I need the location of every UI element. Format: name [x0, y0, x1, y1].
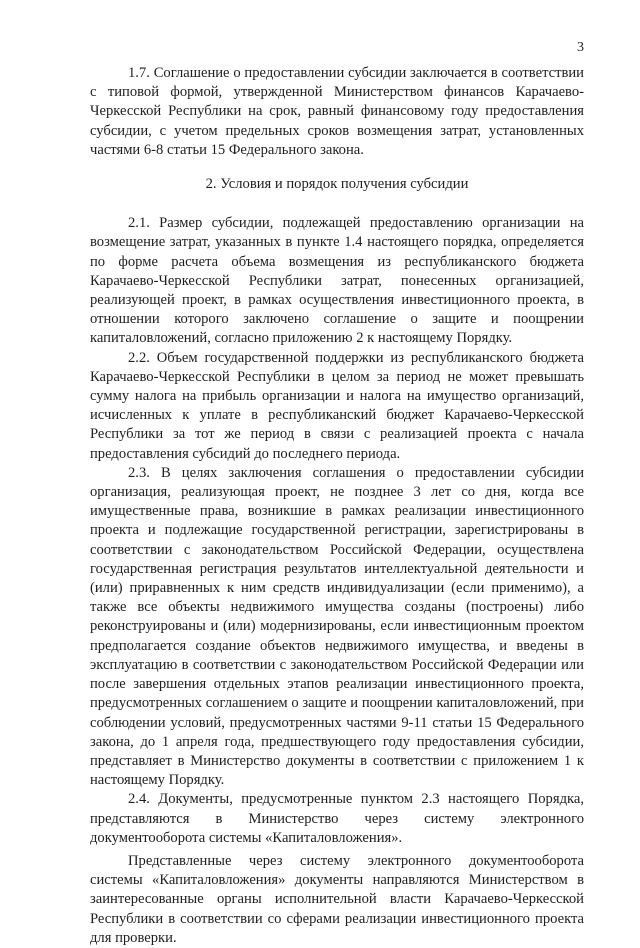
page-number: 3 [577, 40, 584, 55]
document-body [90, 64, 584, 948]
paragraph-2-4: 2.4. Документы, предусмотренные пунктом 2.3 настоящего Порядка, представляются в Министерство через систему электронного документооборота системы «Капиталовложения». [90, 791, 584, 846]
paragraph-2-1: 2.1. Размер субсидии, подлежащей предоставлению организации на возмещение затрат, указанных в пункте 1.4 настоящего порядка, определяется по форме расчета объема возмещения из республиканского бюджета Карачаево-Черкесской Республики затрат, понесенных организацией, реализующей проект, в рамках осуществления инвестиционного проекта, в отношении которого заключено соглашение о защите и поощрении капиталовложений, согласно приложению 2 к настоящему Порядку. [90, 215, 584, 347]
paragraph-after-2-4: Представленные через систему электронного документооборота системы «Капиталовложения» документы направляются Министерством в заинтересованные органы исполнительной власти Карачаево-Черкесской Республики в соответствии со сферами реализации инвестиционного проекта для проверки. [90, 852, 584, 946]
paragraph-1-7: 1.7. Соглашение о предоставлении субсидии заключается в соответствии с типовой формой, утвержденной Министерством финансов Карачаево-Черкесской Республики на срок, равный финансовому году предоставления субсидии, с учетом предельных сроков возмещения затрат, установленных частями 6-8 статьи 15 Федерального закона. [90, 65, 584, 158]
paragraph-2-2: 2.2. Объем государственной поддержки из республиканского бюджета Карачаево-Черкесской Республики в целом за период не может превышать сумму налога на прибыль организации и налога на имущество организаций, исчисленных к уплате в республиканский бюджет Карачаево-Черкесской Республики за тот же период в связи с реализацией проекта с начала предоставления субсидий до последнего периода. [90, 349, 584, 462]
paragraph-2-3: 2.3. В целях заключения соглашения о предоставлении субсидии организация, реализующая проект, не позднее 3 лет со дня, когда все имущественные права, возникшие в рамках реализации инвестиционного проекта и подлежащие государственной регистрации, зарегистрированы в соответствии с законодательством Российской Федерации, осуществлена государственная регистрация результатов интеллектуальной деятельности и (или) приравненных к ним средств индивидуализации (если применимо), а также все объекты недвижимого имущества созданы (построены) либо реконструированы и (или) модернизированы, если инвестиционным проектом предполагается создание объектов недвижимого имущества, и введены в эксплуатацию в соответствии с законодательством Российской Федерации или после завершения отдельных этапов реализации инвестиционного проекта, предусмотренных соглашением о защите и поощрении капиталовложений, при соблюдении условий, предусмотренных частями 9-11 статьи 15 Федерального закона, до 1 апреля года, предшествующего году предоставления субсидии, представляет в Министерство документы в соответствии с приложением 1 к настоящему Порядку. [90, 464, 584, 789]
section-2-heading: 2. Условия и порядок получения субсидии [205, 176, 469, 193]
